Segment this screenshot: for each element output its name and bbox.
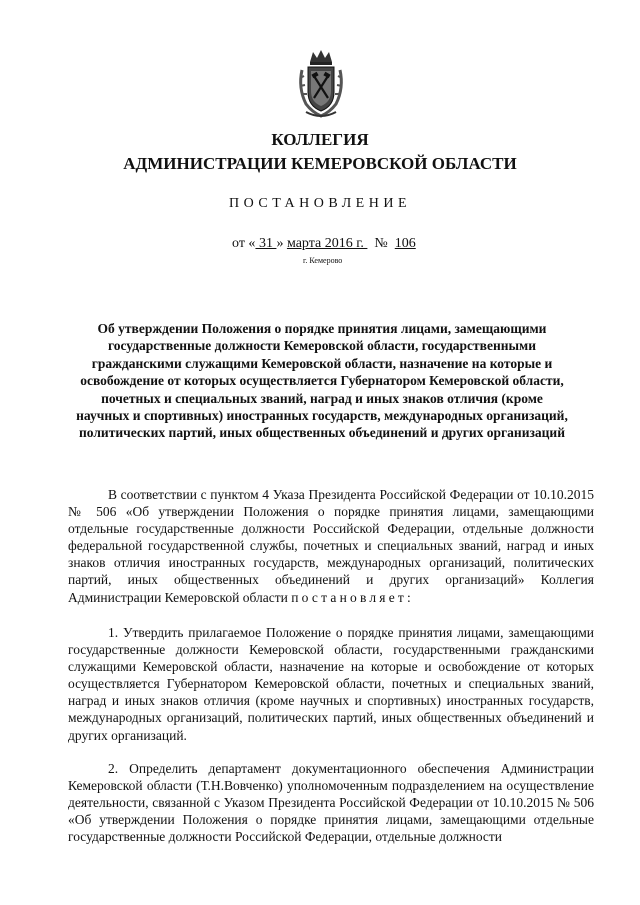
paragraph-preamble	[68, 486, 594, 606]
coat-of-arms-icon	[296, 48, 346, 120]
preamble-text: В соответствии с пунктом 4 Указа Президента Российской Федерации от 10.10.2015 № 506 «Об утверждении Положения о порядке принятия лицами, замещающими отдельные государственные должности Российской Федерации, отдельные должности федеральной государственной службы, почетных и специальных званий, наград и иных знаков отличия иностранных государств, международных организаций, политических партий, иных общественных объединений и других организаций» Коллегия Администрации Кемеровской области	[68, 487, 594, 605]
date-day: 31	[255, 236, 277, 251]
collegium-heading: КОЛЛЕГИЯ	[271, 130, 369, 149]
paragraph-item-1: 1. Утвердить прилагаемое Положение о порядке принятия лицами, замещающими государственные должности Кемеровской области, государственными гражданскими служащими Кемеровской области, назначение на которые и освобождение от которых осуществляется Губернатором Кемеровской области, почетных и специальных званий, наград и иных знаков отличия (кроме научных и спортивных) иностранных государств, международных организаций, политических партий, иных общественных объединений и других организаций.	[68, 625, 594, 743]
date-mid: »	[276, 236, 287, 251]
resolves-word: постановляет:	[291, 589, 414, 605]
date-prefix: от «	[232, 236, 256, 251]
number-sign: №	[374, 236, 388, 251]
document-title: Об утверждении Положения о порядке принятия лицами, замещающими государственные должности Кемеровской области, государственными гражданскими служащими Кемеровской области, назначение на которые и освобождение от которых осуществляется Губернатором Кемеровской области, почетных и специальных званий, наград и иных знаков отличия (кроме научных и спортивных) иностранных государств, международных организаций, политических партий, иных общественных объединений и других организаций	[76, 321, 568, 441]
paragraph-item-2: 2. Определить департамент документационного обеспечения Администрации Кемеровской области (Т.Н.Вовченко) уполномоченным подразделением на осуществление деятельности, связанной с Указом Президента Российской Федерации от 10.10.2015 № 506 «Об утверждении Положения о порядке принятия лицами, замещающими отдельные государственные должности Российской Федерации, отдельные должности	[68, 761, 594, 845]
city-label: г. Кемерово	[303, 256, 343, 265]
document-type: ПОСТАНОВЛЕНИЕ	[228, 196, 412, 211]
document-number: 106	[394, 236, 416, 251]
administration-heading: АДМИНИСТРАЦИИ КЕМЕРОВСКОЙ ОБЛАСТИ	[123, 154, 517, 173]
date-number-line	[232, 236, 416, 252]
date-month-year: марта 2016 г.	[286, 236, 368, 251]
